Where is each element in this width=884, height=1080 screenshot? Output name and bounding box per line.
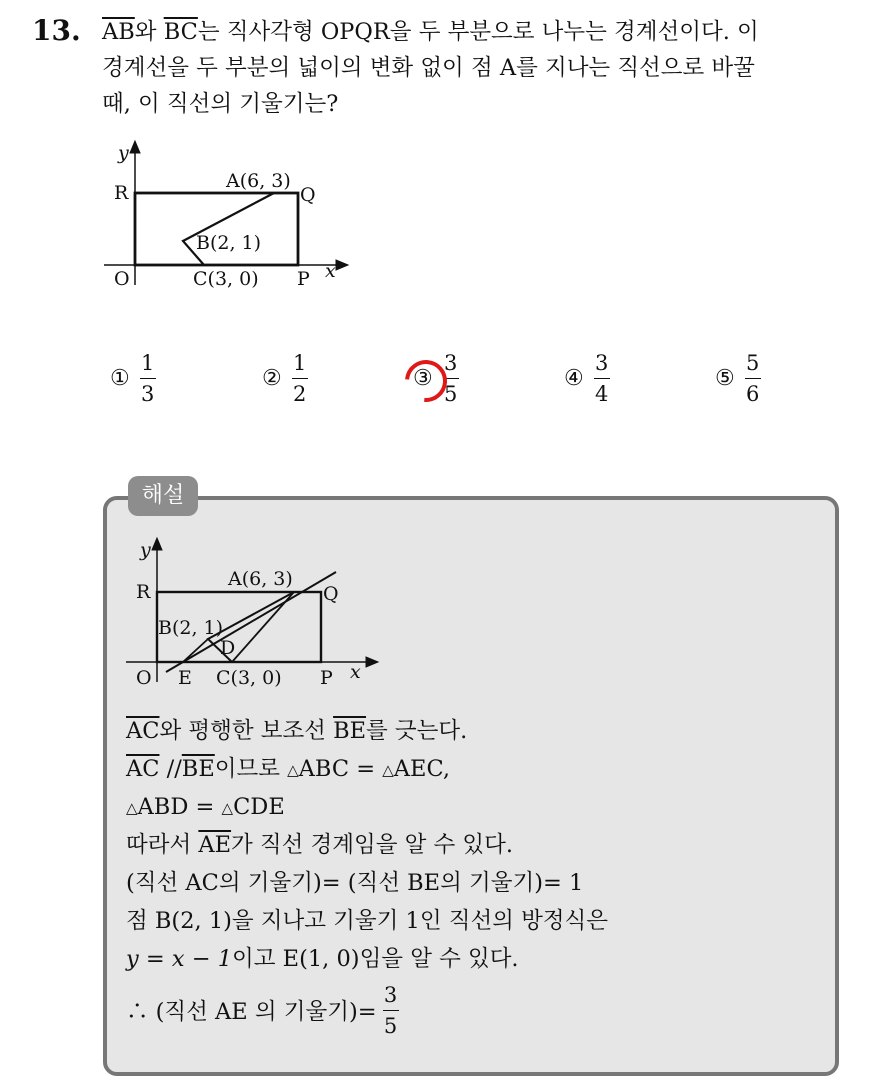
- boundary-abc: [183, 193, 274, 265]
- solution-line-5: (직선 AC의 기울기)= (직선 BE의 기울기)= 1: [126, 870, 584, 896]
- triangle-symbol: △: [126, 799, 138, 817]
- fig1-label-x: x: [325, 260, 336, 282]
- numerator: 1: [141, 350, 155, 375]
- choice-4-mark: ④: [564, 365, 584, 391]
- question-text: [102, 14, 872, 122]
- fig2-label-q: Q: [323, 583, 339, 605]
- choice-4-fraction: [594, 351, 610, 406]
- parallel-symbol: //: [159, 756, 182, 782]
- triangle-aec: AEC,: [393, 756, 451, 782]
- solution-line-7-rest: 이고 E(1, 0)임을 알 수 있다.: [232, 946, 519, 972]
- fig2-label-c: C(3, 0): [216, 667, 282, 689]
- fig2-label-a: A(6, 3): [228, 568, 293, 590]
- denominator: 5: [444, 381, 458, 406]
- choice-1-fraction: [140, 351, 156, 406]
- fig1-label-b: B(2, 1): [196, 232, 262, 254]
- choice-5-mark: ⑤: [715, 365, 735, 391]
- solution-line-3: [126, 788, 826, 826]
- segment-ac: $\overline{AC}$: [126, 756, 160, 782]
- solution-line-1: [126, 712, 826, 750]
- triangle-abc: ABC =: [298, 756, 383, 782]
- solution-line-1-end: 를 긋는다.: [366, 718, 468, 744]
- numerator: 5: [746, 350, 760, 375]
- numerator: 3: [444, 350, 458, 375]
- triangle-symbol: △: [382, 761, 394, 779]
- solution-text: [126, 712, 826, 1040]
- x-axis-arrow: [366, 657, 378, 667]
- denominator: 2: [293, 381, 307, 406]
- segment-be: $\overline{BE}$: [333, 718, 367, 744]
- solution-figure: [120, 532, 390, 692]
- segment-ac: $\overline{AC}$: [126, 718, 160, 744]
- choice-2-mark: ②: [262, 365, 282, 391]
- fig2-label-o: O: [136, 667, 152, 689]
- fig1-label-y: y: [118, 142, 129, 164]
- triangle-cde: CDE: [233, 794, 285, 820]
- triangle-abd: ABD =: [137, 794, 222, 820]
- fig2-label-e: E: [178, 667, 192, 689]
- question-number: 13.: [32, 14, 81, 47]
- fig1-label-p: P: [297, 268, 310, 290]
- choice-1-mark: ①: [110, 365, 130, 391]
- segment-ab: $\overline{AB}$: [102, 19, 135, 45]
- rectangle-opqr: [135, 193, 298, 265]
- question-line-3: 때, 이 직선의 기울기는?: [102, 91, 339, 117]
- numerator: 3: [383, 982, 398, 1007]
- question-line-1-rest: 는 직사각형 OPQR을 두 부분으로 나누는 경계선이다. 이: [197, 19, 759, 45]
- solution-line-2-text: 이므로: [214, 756, 288, 782]
- numerator: 3: [595, 350, 609, 375]
- denominator: 3: [141, 381, 155, 406]
- solution-line-7: [126, 940, 826, 978]
- solution-conclusion: [126, 980, 826, 1040]
- solution-line-4-pre: 따라서: [126, 832, 199, 858]
- choice-3-mark-glyph: ③: [413, 365, 433, 391]
- choice-4[interactable]: [564, 345, 610, 411]
- choice-1[interactable]: [110, 345, 156, 411]
- segment-bc: $\overline{BC}$: [163, 19, 198, 45]
- choice-5[interactable]: [715, 345, 761, 411]
- denominator: 5: [383, 1013, 398, 1038]
- y-axis-arrow: [152, 538, 162, 550]
- fig2-label-p: P: [320, 667, 333, 689]
- x-axis-arrow: [336, 260, 348, 270]
- choice-3-mark: [413, 366, 433, 391]
- question-line-2: 경계선을 두 부분의 넓이의 변화 없이 점 A를 지나는 직선으로 바꿀: [102, 55, 755, 81]
- fig2-label-b: B(2, 1): [158, 617, 224, 639]
- question-figure: [96, 135, 366, 295]
- question-joiner: 와: [134, 19, 164, 45]
- numerator: 1: [293, 350, 307, 375]
- fig2-label-y: y: [140, 539, 151, 561]
- choice-5-fraction: [745, 351, 761, 406]
- segment-ae: $\overline{AE}$: [198, 832, 232, 858]
- solution-line-2: [126, 750, 826, 788]
- choice-3[interactable]: [413, 345, 459, 411]
- conclusion-text: ∴ (직선 AE 의 기울기)=: [126, 999, 377, 1025]
- fig2-label-x: x: [350, 661, 361, 683]
- line-equation: y = x − 1: [126, 946, 233, 972]
- denominator: 4: [595, 381, 609, 406]
- fig2-label-r: R: [136, 581, 151, 603]
- denominator: 6: [746, 381, 760, 406]
- solution-line-1-mid: 와 평행한 보조선: [159, 718, 334, 744]
- segment-be: $\overline{BE}$: [181, 756, 215, 782]
- conclusion-fraction: [383, 983, 399, 1038]
- solution-line-6: 점 B(2, 1)을 지나고 기울기 1인 직선의 방정식은: [126, 908, 609, 934]
- triangle-symbol: △: [221, 799, 234, 817]
- fig1-label-o: O: [114, 268, 130, 290]
- triangle-symbol: △: [287, 761, 299, 779]
- choice-2[interactable]: [262, 345, 308, 411]
- fig2-label-d: D: [220, 637, 236, 659]
- solution-tag: 해설: [128, 476, 198, 516]
- fig1-label-r: R: [114, 182, 129, 204]
- fig1-label-a: A(6, 3): [226, 170, 291, 192]
- fig1-label-c: C(3, 0): [193, 268, 259, 290]
- solution-line-4: [126, 826, 826, 864]
- choice-2-fraction: [292, 351, 308, 406]
- solution-line-4-post: 가 직선 경계임을 알 수 있다.: [231, 832, 514, 858]
- y-axis-arrow: [130, 141, 140, 153]
- question-line-1: [102, 14, 872, 50]
- fig1-label-q: Q: [300, 184, 316, 206]
